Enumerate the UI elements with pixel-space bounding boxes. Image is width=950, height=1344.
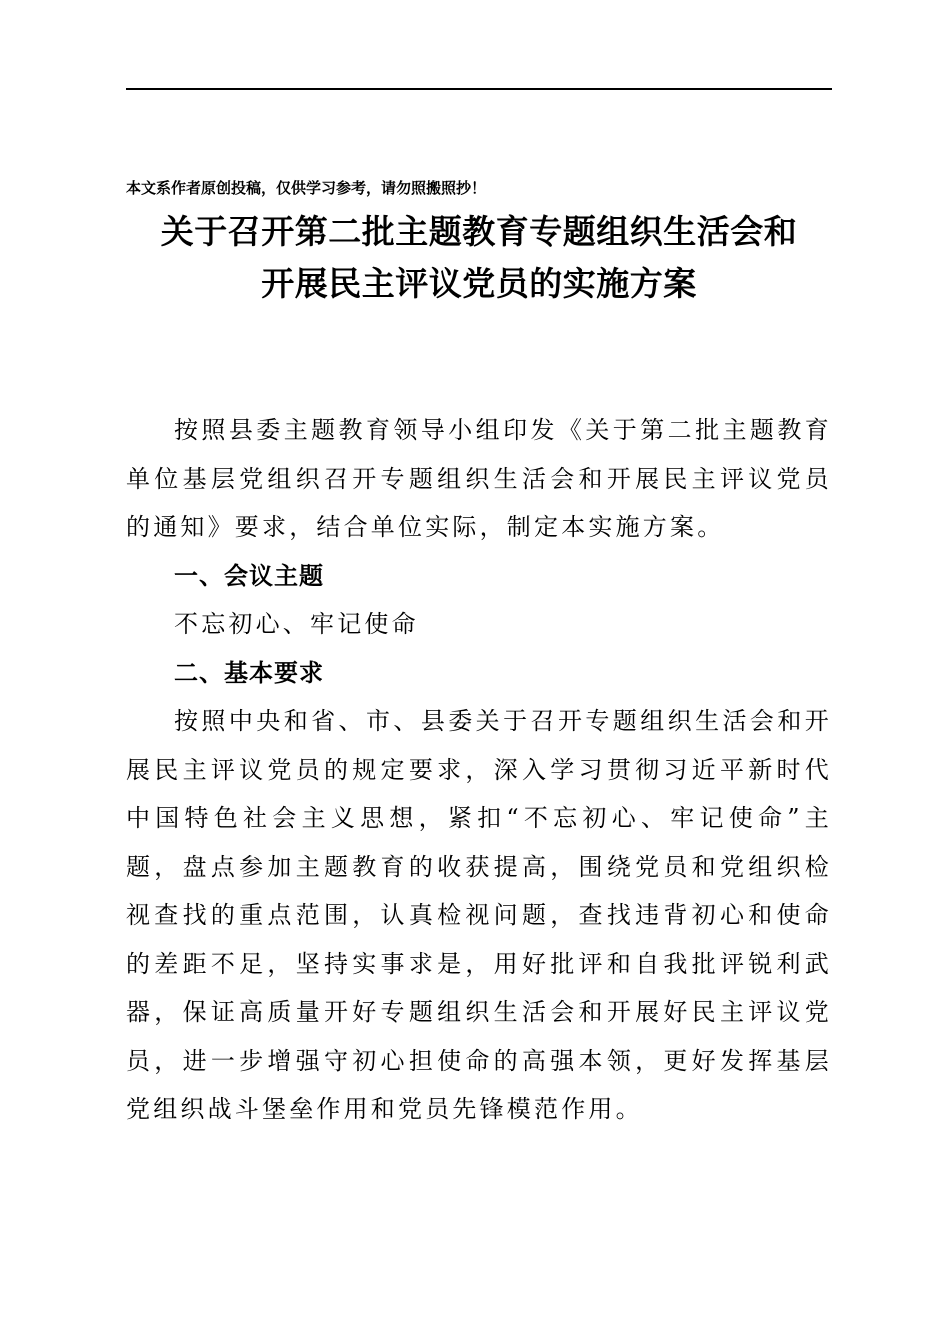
section-body-theme: 不忘初心、牢记使命 — [174, 610, 419, 638]
title-line-2: 开展民主评议党员的实施方案 — [261, 264, 697, 303]
document-body — [126, 406, 832, 1134]
document-title — [126, 206, 832, 310]
intro-paragraph: 按照县委主题教育领导小组印发《关于第二批主题教育单位基层党组织召开专题组织生活会和开展民主评议党员的通知》要求，结合单位实际，制定本实施方案。 — [126, 416, 832, 541]
title-line-1: 关于召开第二批主题教育专题组织生活会和 — [160, 212, 798, 251]
copyright-notice: 本文系作者原创投稿，仅供学习参考，请勿照搬照抄！ — [126, 179, 487, 197]
section-body-requirements: 按照中央和省、市、县委关于召开专题组织生活会和开展民主评议党员的规定要求，深入学习贯彻习近平新时代中国特色社会主义思想，紧扣“不忘初心、牢记使命”主题，盘点参加主题教育的收获提高，围绕党员和党组织检视查找的重点范围，认真检视问题，查找违背初心和使命的差距不足，坚持实事求是，用好批评和自我批评锐利武器，保证高质量开好专题组织生活会和开展好民主评议党员，进一步增强守初心担使命的高强本领，更好发挥基层党组织战斗堡垒作用和党员先锋模范作用。 — [126, 707, 832, 1123]
section-heading-theme: 一、会议主题 — [174, 561, 324, 590]
header-rule — [126, 88, 832, 90]
section-heading-requirements: 二、基本要求 — [174, 658, 324, 687]
